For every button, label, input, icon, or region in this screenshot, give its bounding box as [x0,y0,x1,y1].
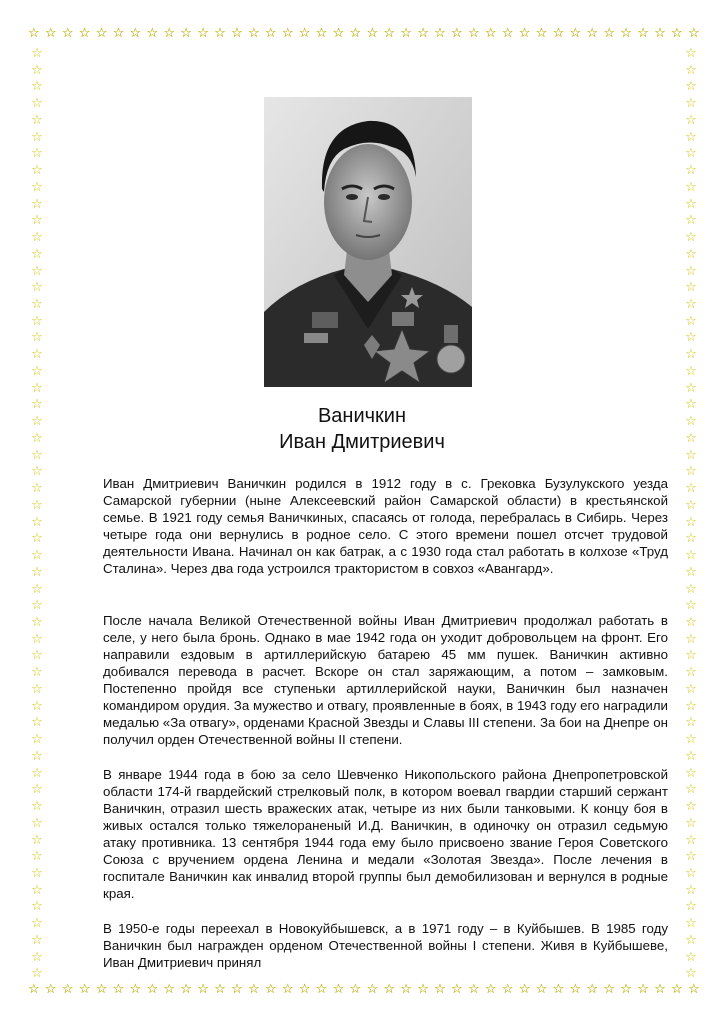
star-icon: ☆ [685,948,697,964]
star-icon: ☆ [28,981,40,996]
star-icon: ☆ [31,781,43,797]
star-icon: ☆ [535,981,548,996]
star-icon: ☆ [28,25,40,40]
star-icon: ☆ [685,396,697,412]
star-icon: ☆ [31,931,43,947]
star-icon: ☆ [685,731,697,747]
star-icon: ☆ [685,898,697,914]
star-icon: ☆ [247,981,260,996]
star-icon: ☆ [685,279,697,295]
star-icon: ☆ [31,563,43,579]
star-icon: ☆ [671,25,683,40]
star-icon: ☆ [685,78,697,94]
star-icon: ☆ [685,965,697,981]
star-icon: ☆ [654,25,666,40]
star-icon: ☆ [685,379,697,395]
star-icon: ☆ [434,25,446,40]
star-icon: ☆ [685,496,697,512]
star-icon: ☆ [552,981,565,996]
star-icon: ☆ [685,864,697,880]
star-icon: ☆ [31,697,43,713]
star-icon: ☆ [685,245,697,261]
star-icon: ☆ [685,178,697,194]
star-icon: ☆ [685,362,697,378]
star-icon: ☆ [315,25,328,40]
star-icon: ☆ [685,563,697,579]
star-icon: ☆ [685,429,697,445]
star-icon: ☆ [685,513,697,529]
star-icon: ☆ [687,981,700,996]
star-icon: ☆ [31,111,43,127]
star-icon: ☆ [31,61,43,77]
star-icon: ☆ [685,530,697,546]
star-icon: ☆ [31,362,43,378]
star-icon: ☆ [535,25,548,40]
star-icon: ☆ [31,597,43,613]
star-icon: ☆ [231,981,243,996]
star-icon: ☆ [434,981,446,996]
star-icon: ☆ [685,346,697,362]
paragraph-later-life: В 1950-е годы переехал в Новокуйбышевск, а в 1971 году – в Куйбышев. В 1985 году Ваничкин был награжден орденом Отечественной войны I степени. Живя в Куйбышеве, Иван Дмитриевич принял [103,921,668,970]
star-icon: ☆ [687,25,700,40]
star-icon: ☆ [31,229,43,245]
star-icon: ☆ [603,981,615,996]
star-icon: ☆ [298,25,311,40]
star-icon: ☆ [61,25,74,40]
star-icon: ☆ [31,864,43,880]
star-icon: ☆ [31,162,43,178]
star-icon: ☆ [31,296,43,312]
star-icon: ☆ [31,379,43,395]
star-icon: ☆ [44,25,57,40]
star-icon: ☆ [685,931,697,947]
star-icon: ☆ [31,245,43,261]
star-icon: ☆ [112,981,125,996]
star-icon: ☆ [451,25,463,40]
star-icon: ☆ [685,580,697,596]
star-icon: ☆ [603,25,615,40]
star-icon: ☆ [197,981,209,996]
star-icon: ☆ [620,981,632,996]
star-icon: ☆ [31,613,43,629]
star-icon: ☆ [685,111,697,127]
paragraph-birth: Иван Дмитриевич Ваничкин родился в 1912 году в с. Грековка Бузулукского уезда Самарской губернии (ныне Алексеевский район Самарской области) в крестьянской семье. В 1921 году семья Ваничкиных, спасаясь от голода, перебралась в Сибирь. Через четыре года они вернулись в родное село. С этого времени пошел отсчет трудовой деятельности Ивана. Начинал он как батрак, а с 1930 года стал работать в колхозе «Труд Сталина». Через два года устроился трактористом в совхоз «Авангард». [103,476,668,576]
star-icon: ☆ [31,195,43,211]
star-icon: ☆ [569,25,582,40]
star-icon: ☆ [685,45,697,60]
star-icon: ☆ [31,279,43,295]
star-icon: ☆ [685,446,697,462]
star-icon: ☆ [129,981,142,996]
star-icon: ☆ [146,981,159,996]
star-icon: ☆ [685,680,697,696]
star-icon: ☆ [637,981,649,996]
star-icon: ☆ [417,981,429,996]
star-icon: ☆ [247,25,260,40]
star-icon: ☆ [383,25,396,40]
star-icon: ☆ [400,981,412,996]
star-icon: ☆ [31,848,43,864]
star-icon: ☆ [685,95,697,111]
star-icon: ☆ [31,747,43,763]
star-icon: ☆ [163,25,176,40]
star-icon: ☆ [685,312,697,328]
star-icon: ☆ [31,680,43,696]
star-icon: ☆ [31,814,43,830]
star-icon: ☆ [31,948,43,964]
star-icon: ☆ [586,981,599,996]
star-icon: ☆ [264,25,277,40]
star-icon: ☆ [366,981,379,996]
star-icon: ☆ [332,981,345,996]
star-icon: ☆ [417,25,429,40]
star-icon: ☆ [163,981,176,996]
star-icon: ☆ [31,547,43,563]
star-icon: ☆ [685,915,697,931]
star-icon: ☆ [685,848,697,864]
star-icon: ☆ [467,25,480,40]
star-icon: ☆ [685,630,697,646]
person-given-names: Иван Дмитриевич [279,431,445,453]
star-icon: ☆ [31,630,43,646]
star-icon: ☆ [332,25,345,40]
star-icon: ☆ [685,296,697,312]
border-left [28,46,46,980]
star-icon: ☆ [685,413,697,429]
star-icon: ☆ [298,981,311,996]
star-icon: ☆ [400,25,412,40]
star-icon: ☆ [214,981,226,996]
star-icon: ☆ [569,981,582,996]
star-icon: ☆ [31,262,43,278]
star-icon: ☆ [31,647,43,663]
star-icon: ☆ [685,764,697,780]
star-icon: ☆ [197,25,209,40]
star-icon: ☆ [685,814,697,830]
star-icon: ☆ [685,195,697,211]
star-icon: ☆ [146,25,159,40]
star-icon: ☆ [31,714,43,730]
star-icon: ☆ [685,664,697,680]
star-icon: ☆ [315,981,328,996]
star-icon: ☆ [484,981,497,996]
star-icon: ☆ [685,463,697,479]
star-icon: ☆ [685,329,697,345]
star-icon: ☆ [685,229,697,245]
star-icon: ☆ [685,697,697,713]
star-icon: ☆ [366,25,379,40]
star-icon: ☆ [501,25,514,40]
star-icon: ☆ [685,262,697,278]
star-icon: ☆ [281,981,294,996]
star-icon: ☆ [586,25,599,40]
star-icon: ☆ [685,128,697,144]
star-icon: ☆ [78,25,91,40]
star-icon: ☆ [685,881,697,897]
star-icon: ☆ [31,513,43,529]
star-icon: ☆ [31,463,43,479]
star-icon: ☆ [501,981,514,996]
star-icon: ☆ [31,45,43,60]
star-icon: ☆ [685,781,697,797]
star-icon: ☆ [349,25,362,40]
star-icon: ☆ [467,981,480,996]
star-icon: ☆ [112,25,125,40]
star-icon: ☆ [31,312,43,328]
border-right [682,46,700,980]
star-icon: ☆ [685,831,697,847]
portrait-illustration [264,97,472,387]
star-icon: ☆ [31,212,43,228]
star-icon: ☆ [685,162,697,178]
star-icon: ☆ [31,965,43,981]
star-icon: ☆ [61,981,74,996]
star-icon: ☆ [685,747,697,763]
star-icon: ☆ [95,25,108,40]
star-icon: ☆ [31,78,43,94]
star-icon: ☆ [44,981,57,996]
star-icon: ☆ [685,145,697,161]
star-icon: ☆ [685,61,697,77]
star-icon: ☆ [31,831,43,847]
star-icon: ☆ [620,25,632,40]
star-icon: ☆ [654,981,666,996]
star-icon: ☆ [231,25,243,40]
star-icon: ☆ [129,25,142,40]
star-icon: ☆ [180,981,192,996]
star-icon: ☆ [685,714,697,730]
star-icon: ☆ [78,981,91,996]
star-icon: ☆ [349,981,362,996]
star-icon: ☆ [451,981,463,996]
star-icon: ☆ [95,981,108,996]
star-icon: ☆ [685,798,697,814]
star-icon: ☆ [31,480,43,496]
star-icon: ☆ [264,981,277,996]
star-icon: ☆ [31,446,43,462]
star-icon: ☆ [518,981,531,996]
star-icon: ☆ [685,647,697,663]
star-icon: ☆ [281,25,294,40]
star-icon: ☆ [31,915,43,931]
star-icon: ☆ [31,396,43,412]
star-icon: ☆ [31,798,43,814]
border-top [28,24,700,42]
star-icon: ☆ [552,25,565,40]
star-icon: ☆ [31,898,43,914]
person-surname: Ваничкин [317,405,407,427]
star-icon: ☆ [31,580,43,596]
portrait-photo [264,97,472,387]
border-bottom [28,980,700,998]
star-icon: ☆ [484,25,497,40]
star-icon: ☆ [31,128,43,144]
star-icon: ☆ [685,597,697,613]
paragraph-war-start: После начала Великой Отечественной войны Иван Дмитриевич продолжал работать в селе, у него была бронь. Однако в мае 1942 года он уходит добровольцем на фронт. Его направили ездовым в артиллерийскую батарею 45 мм пушек. Ваничкин активно добивался перевода в расчет. Вскоре он стал заряжающим, а потом – замковым. Постепенно пройдя все ступеньки артиллерийской науки, Ваничкин был назначен командиром орудия. За мужество и отвагу, проявленные в боях, в 1943 году его наградили медалью «За отвагу», орденами Красной Звезды и Славы III степени. За бои на Днепре он получил орден Отечественной войны II степени. [103,613,668,747]
star-icon: ☆ [31,764,43,780]
star-icon: ☆ [31,346,43,362]
star-icon: ☆ [214,25,226,40]
star-icon: ☆ [518,25,531,40]
star-icon: ☆ [31,664,43,680]
star-icon: ☆ [180,25,192,40]
star-icon: ☆ [31,530,43,546]
star-icon: ☆ [685,547,697,563]
star-icon: ☆ [31,329,43,345]
star-icon: ☆ [31,429,43,445]
star-icon: ☆ [685,613,697,629]
star-icon: ☆ [685,212,697,228]
paragraph-hero-feat: В январе 1944 года в бою за село Шевченко Никопольского района Днепропетровской области 174-й гвардейский стрелковый полк, в котором воевал гвардии старший сержант Ваничкин, отразил шесть вражеских атак, четыре из них были танковыми. К концу боя в живых остался только тяжелораненый И.Д. Ваничкин, в одиночку он отразил седьмую атаку противника. 13 сентября 1944 года ему было присвоено звание Героя Советского Союза с вручением ордена Ленина и медали «Золотая Звезда». После лечения в госпитале Ваничкин как инвалид второй группы был демобилизован и вернулся в родные края. [103,767,668,901]
star-icon: ☆ [31,731,43,747]
star-icon: ☆ [671,981,683,996]
star-icon: ☆ [685,480,697,496]
star-icon: ☆ [31,496,43,512]
star-icon: ☆ [31,95,43,111]
star-icon: ☆ [31,881,43,897]
star-icon: ☆ [31,178,43,194]
star-icon: ☆ [31,413,43,429]
star-icon: ☆ [31,145,43,161]
star-icon: ☆ [383,981,396,996]
star-icon: ☆ [637,25,649,40]
